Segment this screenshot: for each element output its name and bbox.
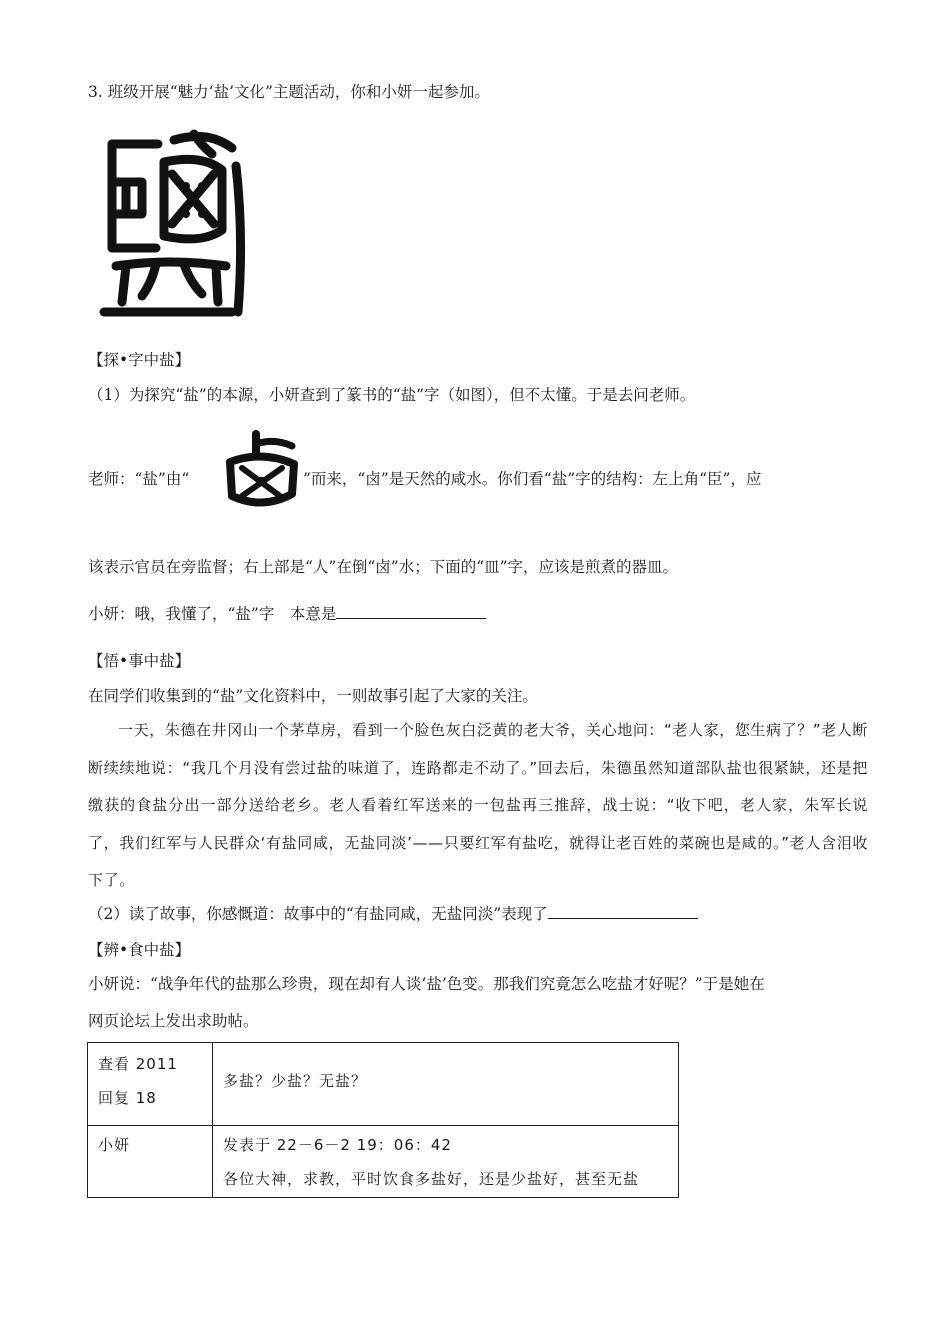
forum-post-table: [87, 1042, 679, 1198]
forum-stats-cell: [88, 1043, 213, 1126]
forum-views: 查看 2011: [98, 1055, 178, 1073]
xiaoyan-reply-line: [88, 603, 486, 625]
answer-blank-1[interactable]: [336, 604, 486, 619]
forum-post-time: 发表于 22－6－2 19：06：42: [223, 1136, 452, 1154]
question-intro: 3. 班级开展“魅力‘盐’文化”主题活动，你和小妍一起参加。: [88, 83, 490, 101]
forum-title-cell: [213, 1043, 679, 1126]
section-3-intro-line-1: 小妍说：“战争年代的盐那么珍贵，现在却有人谈‘盐’色变。那我们究竟怎么吃盐才好呢？”于是她在: [88, 975, 765, 993]
answer-blank-2[interactable]: [548, 904, 698, 919]
teacher-text-part-c: 该表示官员在旁监督；右上部是“人”在倒“卤”水；下面的“皿”字，应该是煎煮的器皿。: [88, 558, 679, 576]
forum-author-cell: [88, 1126, 213, 1198]
teacher-text-part-a: 老师：“盐”由“: [88, 470, 190, 488]
seal-script-salt-image: [98, 126, 248, 322]
forum-post-title: 多盐？少盐？无盐？: [223, 1072, 368, 1090]
section-heading-event: 【悟•事中盐】: [88, 652, 191, 670]
story-paragraph: 一天，朱德在井冈山一个茅草房，看到一个脸色灰白泛黄的老大爷，关心地问：“老人家，您生病了？”老人断断续续地说：“我几个月没有尝过盐的味道了，连路都走不动了。”回去后，朱德虽然知道部队盐也很紧缺，还是把缴获的食盐分出一部分送给老乡。老人看着红军送来的一包盐再三推辞，战士说：“收下吧，老人家，朱军长说了，我们红军与人民群众‘有盐同咸，无盐同淡’——只要红军有盐吃，就得让老百姓的菜碗也是咸的。”老人含泪收下了。: [88, 721, 868, 889]
section-heading-character: 【探•字中盐】: [88, 351, 191, 369]
question-2-line: [88, 903, 698, 925]
section-heading-food: 【辨•食中盐】: [88, 941, 191, 959]
lu-glyph-image: [222, 430, 300, 512]
story-passage: [88, 712, 868, 900]
forum-author: 小妍: [98, 1136, 131, 1154]
section-3-intro-line-2: 网页论坛上发出求助帖。: [88, 1012, 259, 1030]
forum-post-row: [88, 1126, 679, 1198]
section-2-intro: 在同学们收集到的“盐”文化资料中，一则故事引起了大家的关注。: [88, 687, 538, 705]
teacher-text-part-b: ”而来，“卤”是天然的咸水。你们看“盐”字的结构：左上角“臣”，应: [303, 470, 762, 488]
xiaoyan-reply-text: 小妍：哦，我懂了，“盐”字 本意是: [88, 605, 337, 623]
question-2-text: （2）读了故事，你感慨道：故事中的“有盐同咸，无盐同淡”表现了: [88, 905, 548, 923]
forum-header-row: [88, 1043, 679, 1126]
question-1-text: （1）为探究“盐”的本源，小妍查到了篆书的“盐”字（如图），但不太懂。于是去问老师。: [88, 386, 696, 404]
forum-post-content: 各位大神，求教，平时饮食多盐好，还是少盐好，甚至无盐: [223, 1170, 640, 1188]
forum-content-cell: [213, 1126, 679, 1198]
forum-replies: 回复 18: [98, 1089, 157, 1107]
